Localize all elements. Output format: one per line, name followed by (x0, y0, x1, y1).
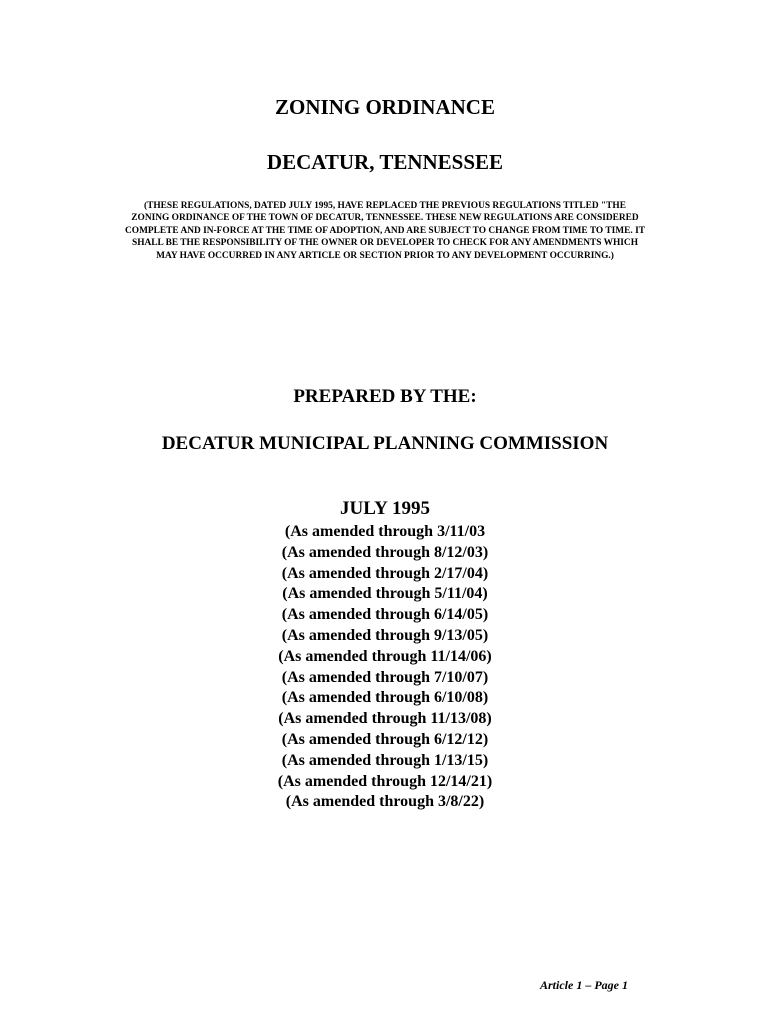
notice-line: ZONING ORDINANCE OF THE TOWN OF DECATUR, TENNESSEE. THESE NEW REGULATIONS ARE CONSIDERED (131, 213, 639, 224)
amendment-item: (As amended through 5/11/04) (282, 585, 488, 603)
document-subtitle: DECATUR, TENNESSEE (266, 150, 504, 174)
amendment-item: (As amended through 8/12/03) (281, 543, 489, 561)
amendment-item: (As amended through 12/14/21) (277, 772, 493, 790)
amendment-item: (As amended through 3/11/03 (284, 523, 486, 540)
amendment-item: (As amended through 2/17/04) (281, 564, 489, 582)
notice-line: SHALL BE THE RESPONSIBILITY OF THE OWNER OR DEVELOPER TO CHECK FOR ANY AMENDMENTS WHICH (131, 238, 638, 249)
amendment-item: (As amended through 3/8/22) (285, 793, 485, 811)
amendment-item: (As amended through 11/14/06) (278, 647, 492, 665)
amendment-item: (As amended through 6/14/05) (281, 606, 489, 624)
notice-paragraph (95, 200, 675, 262)
prepared-by-heading: PREPARED BY THE: (293, 386, 477, 407)
amendment-item: (As amended through 6/10/08) (281, 689, 489, 707)
amendment-list (0, 522, 770, 813)
amendment-item: (As amended through 7/10/07) (281, 668, 489, 686)
amendment-item: (As amended through 11/13/08) (278, 710, 492, 728)
amendment-item: (As amended through 1/13/15) (281, 751, 489, 769)
document-title: ZONING ORDINANCE (275, 95, 495, 119)
amendment-item: (As amended through 9/13/05) (281, 626, 489, 644)
notice-line: MAY HAVE OCCURRED IN ANY ARTICLE OR SECTION PRIOR TO ANY DEVELOPMENT OCCURRING.) (156, 250, 614, 261)
notice-line: (THESE REGULATIONS, DATED JULY 1995, HAVE REPLACED THE PREVIOUS REGULATIONS TITLED "THE (144, 201, 626, 211)
notice-line: COMPLETE AND IN-FORCE AT THE TIME OF ADOPTION, AND ARE SUBJECT TO CHANGE FROM TIME TO TIME. IT (125, 225, 645, 236)
page-footer: Article 1 – Page 1 (540, 978, 628, 992)
amendment-item: (As amended through 6/12/12) (281, 730, 489, 748)
document-date: JULY 1995 (340, 498, 430, 519)
commission-name: DECATUR MUNICIPAL PLANNING COMMISSION (161, 433, 609, 454)
